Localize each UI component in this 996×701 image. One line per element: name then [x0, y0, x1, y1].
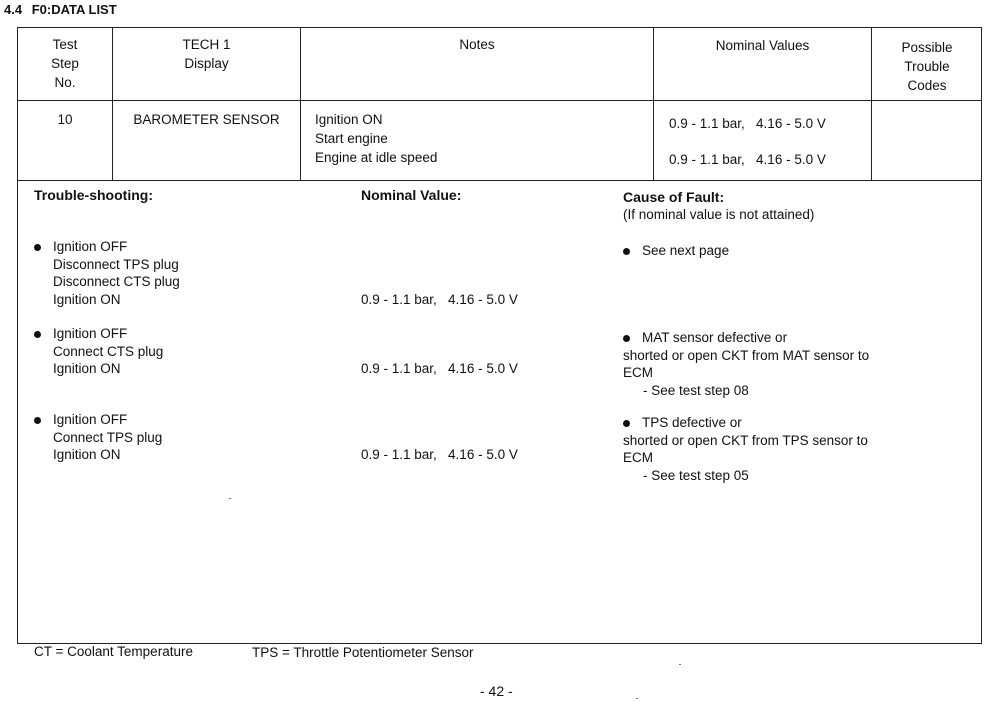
test-step-reference: - See test step 05	[643, 467, 749, 483]
header-tech1-display: TECH 1 Display	[182, 37, 231, 71]
troubleshooting-step: Ignition OFF Connect CTS plug Ignition ON	[34, 325, 163, 378]
scan-speck	[679, 664, 681, 665]
row-step-number: 10	[57, 112, 73, 127]
scan-speck	[636, 698, 638, 699]
abbreviation-ct: CT = Coolant Temperature	[34, 644, 193, 659]
bullet-icon	[34, 417, 41, 424]
row-notes: Ignition ON Start engine Engine at idle speed	[315, 112, 438, 165]
abbreviation-tps: TPS = Throttle Potentiometer Sensor	[252, 645, 474, 660]
row-display-name: BAROMETER SENSOR	[133, 112, 280, 127]
test-step-reference: - See test step 08	[643, 382, 749, 398]
step-nominal-value: 0.9 - 1.1 bar, 4.16 - 5.0 V	[361, 447, 518, 462]
troubleshooting-step: Ignition OFF Disconnect TPS plug Disconnect CTS plug Ignition ON	[34, 238, 180, 308]
row-nominal-value-2: 0.9 - 1.1 bar, 4.16 - 5.0 V	[669, 152, 826, 167]
header-row-divider	[17, 100, 982, 101]
step-nominal-value: 0.9 - 1.1 bar, 4.16 - 5.0 V	[361, 292, 518, 307]
header-nominal-values: Nominal Values	[715, 38, 810, 53]
bullet-icon	[34, 331, 41, 338]
troubleshooting-step: Ignition OFF Connect TPS plug Ignition ON	[34, 411, 162, 464]
page-title	[4, 2, 117, 17]
nominal-value-heading: Nominal Value:	[361, 187, 462, 203]
cause-of-fault-heading: Cause of Fault:	[623, 189, 725, 205]
fault-cause: MAT sensor defective or shorted or open CKT from MAT sensor to ECM - See test step 08	[623, 330, 870, 398]
troubleshooting-heading: Trouble-shooting:	[34, 187, 153, 203]
section-title: F0:DATA LIST	[31, 2, 117, 17]
section-number: 4.4	[4, 2, 23, 17]
bullet-icon	[623, 420, 630, 427]
data-row-divider	[17, 180, 982, 181]
bullet-icon	[34, 244, 41, 251]
fault-cause: See next page	[623, 242, 729, 260]
row-nominal-value-1: 0.9 - 1.1 bar, 4.16 - 5.0 V	[669, 116, 826, 131]
header-possible-trouble-codes: Possible Trouble Codes	[901, 40, 953, 93]
bullet-icon	[623, 335, 630, 342]
step-nominal-value: 0.9 - 1.1 bar, 4.16 - 5.0 V	[361, 361, 518, 376]
page-number: - 42 -	[480, 683, 513, 699]
fault-cause: TPS defective or shorted or open CKT from TPS sensor to ECM - See test step 05	[623, 415, 868, 483]
header-notes: Notes	[459, 37, 495, 52]
cause-of-fault-subheading: (If nominal value is not attained)	[623, 207, 815, 222]
bullet-icon	[623, 248, 630, 255]
scan-speck	[229, 498, 231, 499]
header-test-step-no: Test Step No.	[51, 37, 79, 90]
